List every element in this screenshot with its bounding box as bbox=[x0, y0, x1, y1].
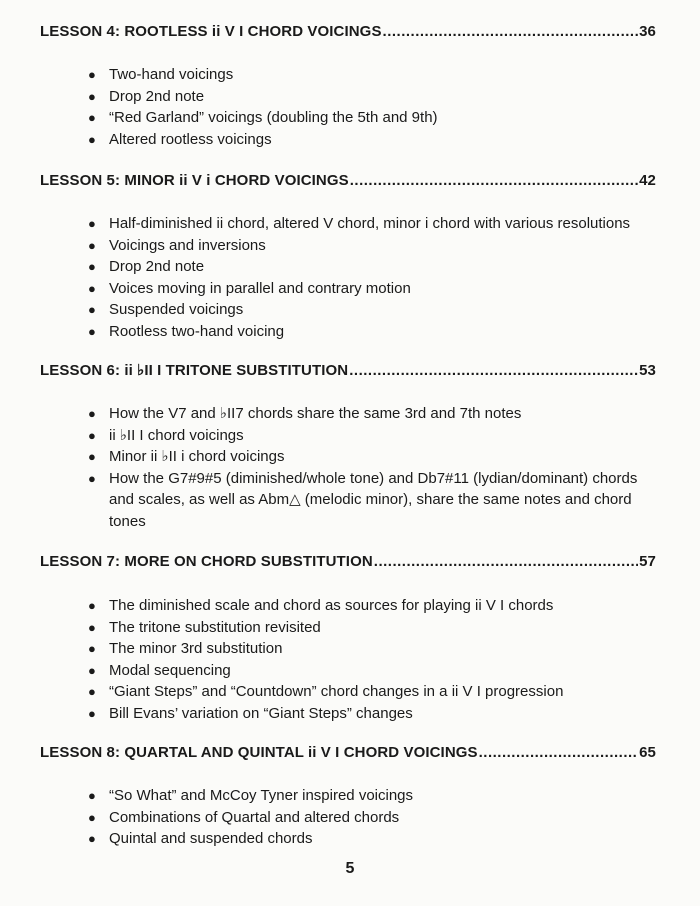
lesson-title: LESSON 7: MORE ON CHORD SUBSTITUTION bbox=[40, 553, 373, 570]
lesson-title: LESSON 4: ROOTLESS ii V I CHORD VOICINGS bbox=[40, 23, 382, 40]
bullet-icon: ● bbox=[88, 831, 96, 846]
bullet-icon: ● bbox=[88, 88, 96, 104]
list-item: ● The tritone substitution revisited bbox=[88, 617, 658, 639]
list-item: ● The minor 3rd substitution bbox=[88, 638, 658, 660]
dot-leader bbox=[374, 553, 638, 570]
lesson-page-number: 42 bbox=[639, 172, 656, 189]
bullet-icon: ● bbox=[88, 237, 96, 253]
list-item: ● Quintal and suspended chords bbox=[88, 828, 658, 850]
list-item: ● Altered rootless voicings bbox=[88, 129, 658, 151]
bullet-icon: ● bbox=[88, 809, 96, 825]
page-number: 5 bbox=[345, 860, 355, 877]
list-item: ● Bill Evans’ variation on “Giant Steps” changes bbox=[88, 703, 658, 725]
lesson-heading bbox=[40, 23, 656, 43]
bullet-icon: ● bbox=[88, 705, 96, 721]
list-item: ● How the V7 and ♭II7 chords share the same 3rd and 7th notes bbox=[88, 403, 658, 425]
list-item: ● Minor ii ♭II i chord voicings bbox=[88, 446, 658, 468]
lesson-heading bbox=[40, 553, 656, 573]
bullet-icon: ● bbox=[88, 662, 96, 678]
lesson-page-number: 65 bbox=[639, 744, 656, 761]
lesson-heading bbox=[40, 172, 656, 192]
list-item: ● “So What” and McCoy Tyner inspired voicings bbox=[88, 785, 658, 807]
list-item: ● Voices moving in parallel and contrary motion bbox=[88, 278, 658, 300]
bullet-icon: ● bbox=[88, 449, 96, 464]
list-item: ● Suspended voicings bbox=[88, 299, 658, 321]
list-item: ● ii ♭II I chord voicings bbox=[88, 425, 658, 447]
dot-leader bbox=[349, 362, 638, 379]
dot-leader bbox=[479, 744, 638, 761]
lesson-page-number: 53 bbox=[639, 362, 656, 379]
bullet-icon: ● bbox=[88, 684, 96, 699]
list-item: ● Rootless two-hand voicing bbox=[88, 321, 658, 343]
lesson-page-number: 57 bbox=[639, 553, 656, 570]
bullet-icon: ● bbox=[88, 110, 96, 125]
bullet-icon: ● bbox=[88, 67, 96, 82]
list-item: ● How the G7#9#5 (diminished/whole tone) and Db7#11 (lydian/dominant) chords and scales, as well as Abm△ (melodic minor), share the same notes and chord tones bbox=[88, 468, 648, 533]
list-item: ● The diminished scale and chord as sources for playing ii V I chords bbox=[88, 595, 658, 617]
list-item: ● Drop 2nd note bbox=[88, 256, 658, 278]
bullet-icon: ● bbox=[88, 131, 96, 147]
lesson-heading bbox=[40, 361, 656, 381]
lesson-page-number: 36 bbox=[639, 23, 656, 40]
list-item: ● “Red Garland” voicings (doubling the 5th and 9th) bbox=[88, 107, 658, 129]
list-item: ● Half-diminished ii chord, altered V chord, minor i chord with various resolutions bbox=[88, 213, 658, 235]
list-item: ● Drop 2nd note bbox=[88, 86, 658, 108]
bullet-icon: ● bbox=[88, 641, 96, 656]
bullet-icon: ● bbox=[88, 427, 96, 443]
lesson-title: LESSON 5: MINOR ii V i CHORD VOICINGS bbox=[40, 172, 349, 189]
bullet-icon: ● bbox=[88, 788, 96, 803]
list-item: ● Combinations of Quartal and altered chords bbox=[88, 807, 658, 829]
list-item: ● Modal sequencing bbox=[88, 660, 658, 682]
lesson-title: LESSON 8: QUARTAL AND QUINTAL ii V I CHORD VOICINGS bbox=[40, 744, 478, 761]
bullet-icon: ● bbox=[88, 598, 96, 613]
list-item: ● “Giant Steps” and “Countdown” chord changes in a ii V I progression bbox=[88, 681, 658, 703]
bullet-icon: ● bbox=[88, 406, 96, 421]
list-item: ● Two-hand voicings bbox=[88, 64, 658, 86]
bullet-icon: ● bbox=[88, 259, 96, 274]
list-item: ● Voicings and inversions bbox=[88, 235, 658, 257]
bullet-icon: ● bbox=[88, 470, 96, 486]
dot-leader bbox=[350, 172, 638, 189]
bullet-icon: ● bbox=[88, 323, 96, 339]
bullet-icon: ● bbox=[88, 280, 96, 296]
lesson-heading bbox=[40, 744, 656, 764]
lesson-title: LESSON 6: ii ♭II I TRITONE SUBSTITUTION bbox=[40, 362, 349, 379]
bullet-icon: ● bbox=[88, 216, 96, 231]
bullet-icon: ● bbox=[88, 619, 96, 635]
dot-leader bbox=[383, 23, 639, 40]
bullet-icon: ● bbox=[88, 302, 96, 317]
